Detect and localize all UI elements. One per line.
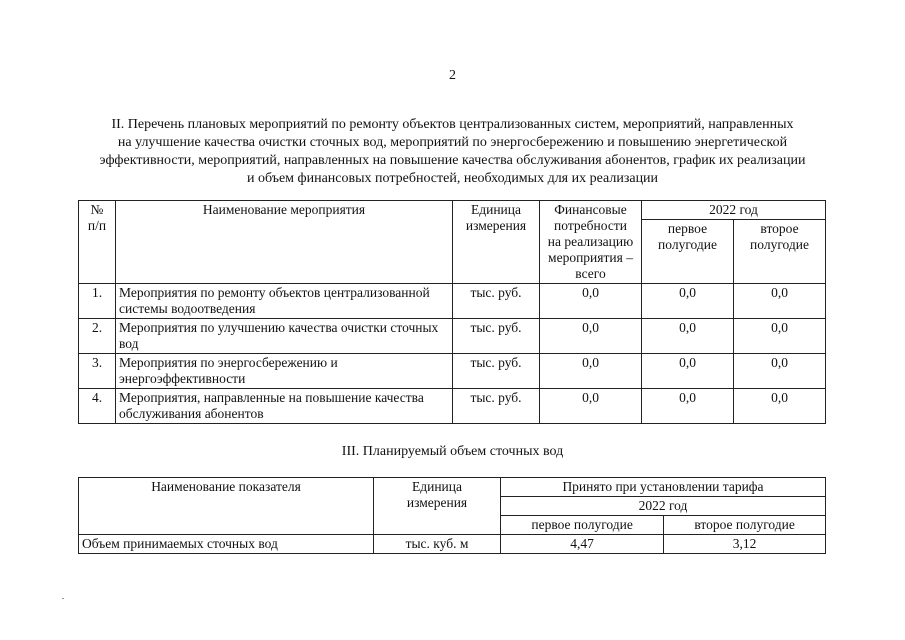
header-second-half: второе полугодие [664,516,826,535]
row-num: 2. [79,319,116,354]
table-row [79,389,826,424]
wastewater-volume-table [78,477,826,554]
header-second-half: второе полугодие [734,220,826,284]
row-name: Мероприятия по ремонту объектов централизованной системы водоотведения [116,284,453,319]
row-name: Мероприятия по улучшению качества очистки сточных вод [116,319,453,354]
row-unit: тыс. куб. м [374,535,501,554]
header-accepted-tariff: Принято при установлении тарифа [501,478,826,497]
row-unit: тыс. руб. [453,319,540,354]
section3-title: III. Планируемый объем сточных вод [341,444,564,459]
row-financial: 0,0 [540,354,642,389]
row-name: Мероприятия по энергосбережению и энергоэффективности [116,354,453,389]
header-first-half: первое полугодие [501,516,664,535]
header-unit: Единица измерения [453,201,540,284]
row-num: 1. [79,284,116,319]
section2-title [60,116,845,188]
row-second-half: 0,0 [734,319,826,354]
row-financial: 0,0 [540,284,642,319]
section2-title-line: эффективности, мероприятий, направленных на повышение качества обслуживания абонентов, график их реализации [99,153,806,168]
row-second-half: 0,0 [734,284,826,319]
row-num: 4. [79,389,116,424]
row-first-half: 0,0 [642,389,734,424]
row-num: 3. [79,354,116,389]
header-year: 2022 год [642,201,826,220]
header-num: № п/п [79,201,116,284]
header-indicator-name: Наименование показателя [79,478,374,535]
header-financial-needs: Финансовые потребности на реализацию мероприятия – всего [540,201,642,284]
table-row [79,319,826,354]
header-first-half: первое полугодие [642,220,734,284]
row-unit: тыс. руб. [453,284,540,319]
row-first-half: 4,47 [501,535,664,554]
table-row [79,284,826,319]
header-year: 2022 год [501,497,826,516]
section2-title-line: на улучшение качества очистки сточных вод, мероприятий по энергосбережению и повышению энергетической [117,135,788,150]
scan-speck [62,598,64,599]
section2-title-line: II. Перечень плановых мероприятий по ремонту объектов централизованных систем, мероприятий, направленных [111,117,794,132]
row-financial: 0,0 [540,389,642,424]
header-unit: Единица измерения [374,478,501,535]
row-unit: тыс. руб. [453,354,540,389]
row-first-half: 0,0 [642,354,734,389]
table-row [79,354,826,389]
row-second-half: 3,12 [664,535,826,554]
row-name: Объем принимаемых сточных вод [79,535,374,554]
row-financial: 0,0 [540,319,642,354]
section2-title-line: и объем финансовых потребностей, необходимых для их реализации [246,171,659,186]
row-second-half: 0,0 [734,354,826,389]
row-first-half: 0,0 [642,284,734,319]
table-row [79,535,826,554]
row-first-half: 0,0 [642,319,734,354]
row-second-half: 0,0 [734,389,826,424]
row-unit: тыс. руб. [453,389,540,424]
measures-table [78,200,826,424]
row-name: Мероприятия, направленные на повышение качества обслуживания абонентов [116,389,453,424]
page-number: 2 [449,68,456,83]
header-name: Наименование мероприятия [116,201,453,284]
